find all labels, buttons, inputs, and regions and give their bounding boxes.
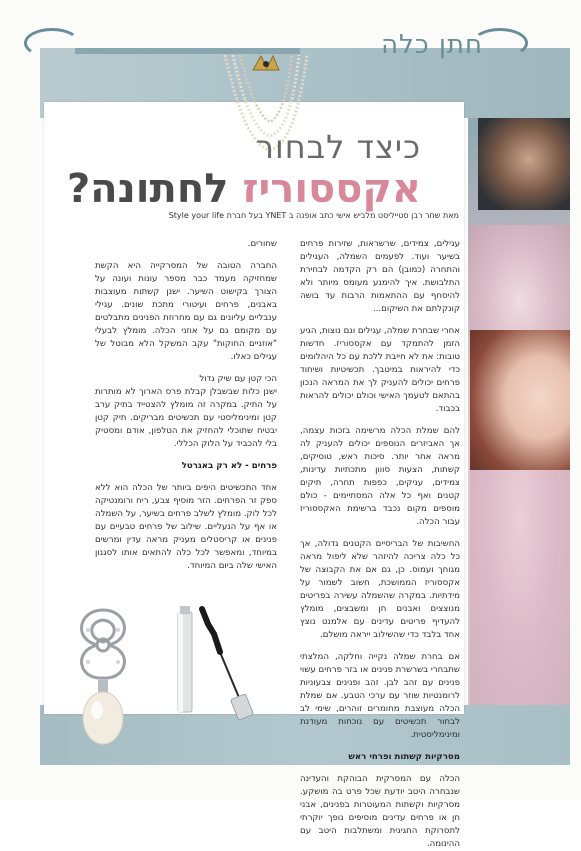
- byline: מאת שחר רבן סטייליסט מלביש אישי כתב אופנה ב YNET בעל חברת Style your life: [168, 211, 459, 220]
- paragraph: הכלה עם המסרקית הבוהקת והעדינה שנבחרה היטב יודעת שכל פרט בה מושקע. מסרקיות וקשתות המעוטרות בפנינים, אבני חן או פרחים עדינים מוסיפים נופך יוקרתי לתסרוקת החגיגית ומשתלבות היטב עם ההינומה.: [300, 774, 460, 849]
- paragraph: עגילים, צמידים, שרשראות, שזירות פרחים בשיער ועוד. לפעמים השמלה, העגילים והתחרה (כמובן) הם רק הקדמה לבחירת התלבושת. איך להימנע מעומס מיותר ולא להיסחף עם ההתאמות הרבות עד בושה קונקלתם את השיקום...: [300, 239, 460, 314]
- paragraph: החשיבות של הבריסיים הקטנים גדולה, אך כל כלה צריכה להיזהר שלא ליפול מראה מגוחך ועמוס. כן, גם אם את הקבוצה של אקססוריז הממושכת, חשוב לשמור על מידתיות. במקרה שהשמלה עשירה בפריטים מנוצצים ואבנים חן ומשבצים, מומלץ להעדיף פריטים עדינים עם אלמנט נוצץ אחד בלבד כדי שהשילוב ייראה מושלם.: [300, 539, 460, 640]
- paragraph: הכי קטן עם שיק גדול: [199, 374, 277, 384]
- title-main: לחתונה?: [66, 166, 229, 212]
- title-highlight: אקססוריז: [242, 166, 421, 212]
- pearl-brooch-icon: [58, 600, 148, 750]
- paragraph: החברה הטובה של המסרקייה היא הקשת שמחזיקה מעמד כבר מספר עונות ועונה על הצורך בקישוט השיער. ישנן קשתות מעוצבות באבנים, פרחים ועיטורי מתכת שונים. עגילי ענבליים עליונים גם עם מחרוזת הפנינים מתבלטים עם מקומם גם על אוזני הכלה. מומלץ לבעלי "אוזניים החוקות" עקב המשקל הלא מבוטל של עגילים כאלו.: [95, 261, 277, 362]
- paragraph: אם בחרת שמלה נקייה וחלקה, המלצתי שתבחרי בשרשרת פנינים או בזר פרחים עשוי פנינים עם זהב לבן. זהב ופנינים צבעוניות לרומנטיות שוזר עם ערכי הטבע. אם שמלת הכלה מעוצבת מחומרים זוהרים, שימי לב לבחור תכשיטים עם נוכחות מעודנת ומינימליסטית.: [300, 652, 460, 740]
- article-title-line1: כיצד לבחור: [255, 128, 421, 166]
- rose-decoration: [470, 470, 570, 710]
- article-column-right: [300, 238, 460, 849]
- paragraph: שחורים.: [247, 239, 277, 249]
- paragraph: להם שמלת הכלה מרשימה בזכות עצמה, אך האביזרים הנוספים יכולים להעניק לה מראה אחר יותר. סיכות ראש, טוסיקים, קשתות, הצעות סווון מתכתיות עדינות, צמידים, עניקים, כפפות תחרה, תיקים קטנים ואף כל אלה המסתיימים - כולם מוספים מקום נכבד ברשימת האקססוריז עבור הכלה.: [300, 426, 460, 527]
- groom-photo: [478, 118, 570, 210]
- swirl-ornament-icon: [24, 28, 80, 58]
- subheading: פרחים - לא רק באגרטל: [181, 461, 277, 471]
- section-title: חתן כלה: [381, 30, 483, 60]
- mascara-icon: [172, 604, 262, 719]
- paragraph: אחד התכשיטים היפים ביותר של הכלה הוא ללא ספק זר הפרחים. הזר מוסיף צבע, ריח ורומנטיקה לכל לוק. מומלץ לשלב פרחים בשיער, על השמלה או אף על הנעליים. שילוב של פרחים טבעיים עם פנינים או קריסטלים מעניק מראה עדין ומרשים במיוחד, ומאפשר לכל כלה להתאים אותו לסגנון האישי שלה ביום המיוחד.: [95, 483, 277, 571]
- paragraph: ישנן כלות שבשבלן קבלת פרס הארוך לא מותרות על התיק. במקרה זה מומלץ להצטייד בתיק ערב קטן ומינימליסטי עם תכשיטים מבריקים. תיק קטן יבטיח שתוכלי להחזיק את הטלפון, אודם ומסטיק בלי להכביד על הלוק הכללי.: [95, 387, 277, 449]
- article-column-left: [95, 238, 277, 593]
- paragraph: אחרי שבחרת שמלה, עגילים וגם נוצות, הגיע הזמן להתמקד עם אקססוריז. חדשות טובות: את לא חייבת ללכת עם כל היהלומים כדי להיראות במיטבך. תכשיטיות ושיחוד פרחים יכולים להעניק לך את המראה הנכון בהתאם לטעמך האישי וכולם יכולים להראות בכבוד.: [300, 326, 460, 414]
- article-title-line2: [67, 166, 421, 212]
- bride-photo: [470, 330, 570, 480]
- subheading: מסרקיות קשתות ופרחי ראש: [348, 752, 460, 762]
